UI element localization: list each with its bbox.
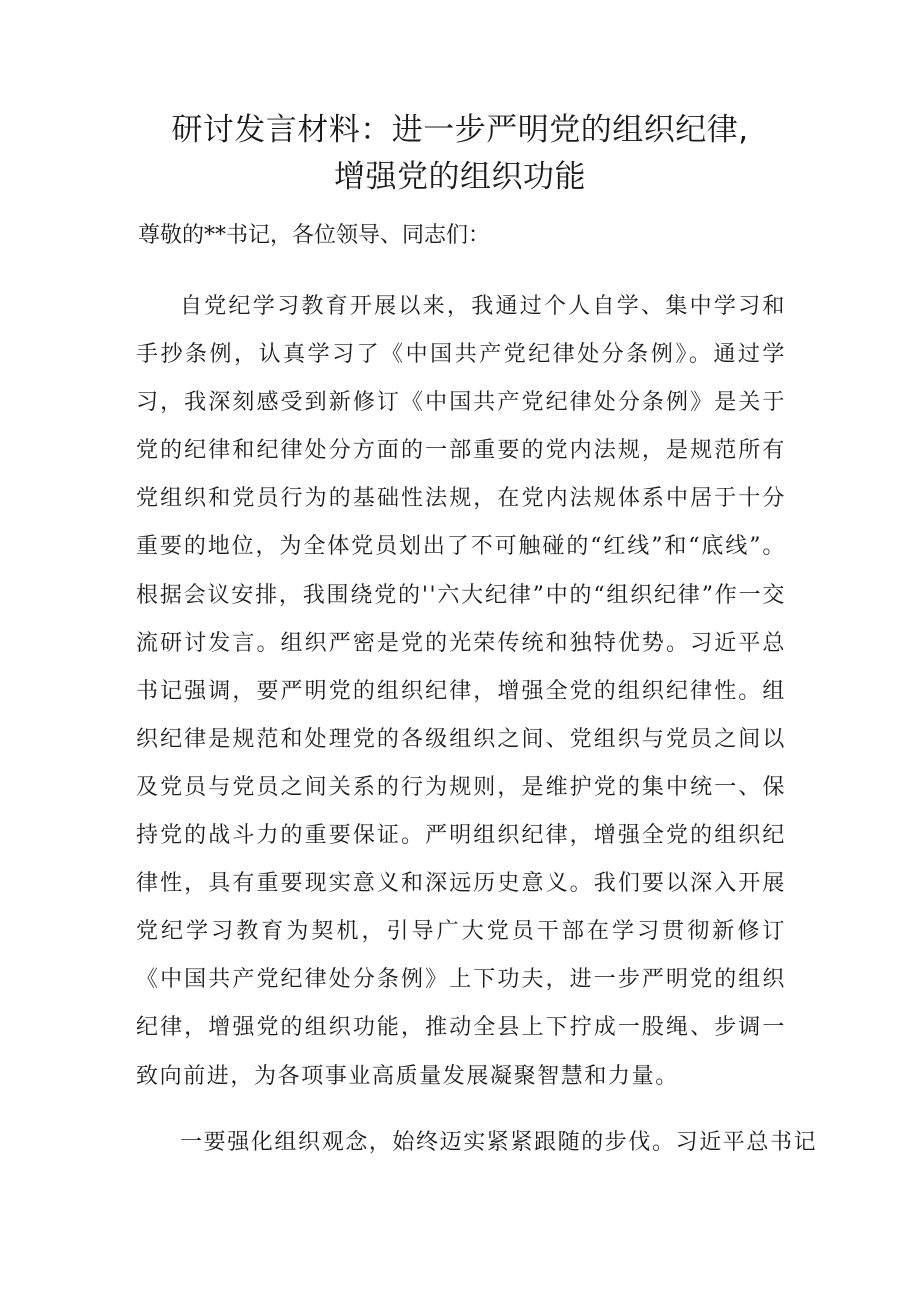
salutation: 尊敬的**书记，各位领导、同志们： bbox=[138, 223, 491, 248]
document-title-line-1: 研讨发言材料：进一步严明党的组织纪律, bbox=[171, 112, 749, 148]
paragraph-point-one: 一要强化组织观念，始终迈实紧紧跟随的步伐。习近平总书记 bbox=[180, 1130, 818, 1155]
document-title-line-2: 增强党的组织功能 bbox=[334, 159, 586, 195]
paragraph-intro: 自党纪学习教育开展以来，我通过个人自学、集中学习和手抄条例，认真学习了《中国共产党纪律处分条例》。通过学习，我深刻感受到新修订《中国共产党纪律处分条例》是关于党的纪律和纪律处分方面的一部重要的党内法规，是规范所有党组织和党员行为的基础性法规，在党内法规体系中居于十分重要的地位，为全体党员划出了不可触碰的“红线”和“底线”。根据会议安排，我围绕党的''六大纪律”中的“组织纪律”作一交流研讨发言。组织严密是党的光荣传统和独特优势。习近平总书记强调，要严明党的组织纪律，增强全党的组织纪律性。组织纪律是规范和处理党的各级组织之间、党组织与党员之间以及党员与党员之间关系的行为规则，是维护党的集中统一、保持党的战斗力的重要保证。严明组织纪律，增强全党的组织纪律性，具有重要现实意义和深远历史意义。我们要以深入开展党纪学习教育为契机，引导广大党员干部在学习贯彻新修订《中国共产党纪律处分条例》上下功夫，进一步严明党的组织纪律，增强党的组织功能，推动全县上下拧成一股绳、步调一致向前进，为各项事业高质量发展凝聚智慧和力量。 bbox=[136, 294, 786, 1089]
